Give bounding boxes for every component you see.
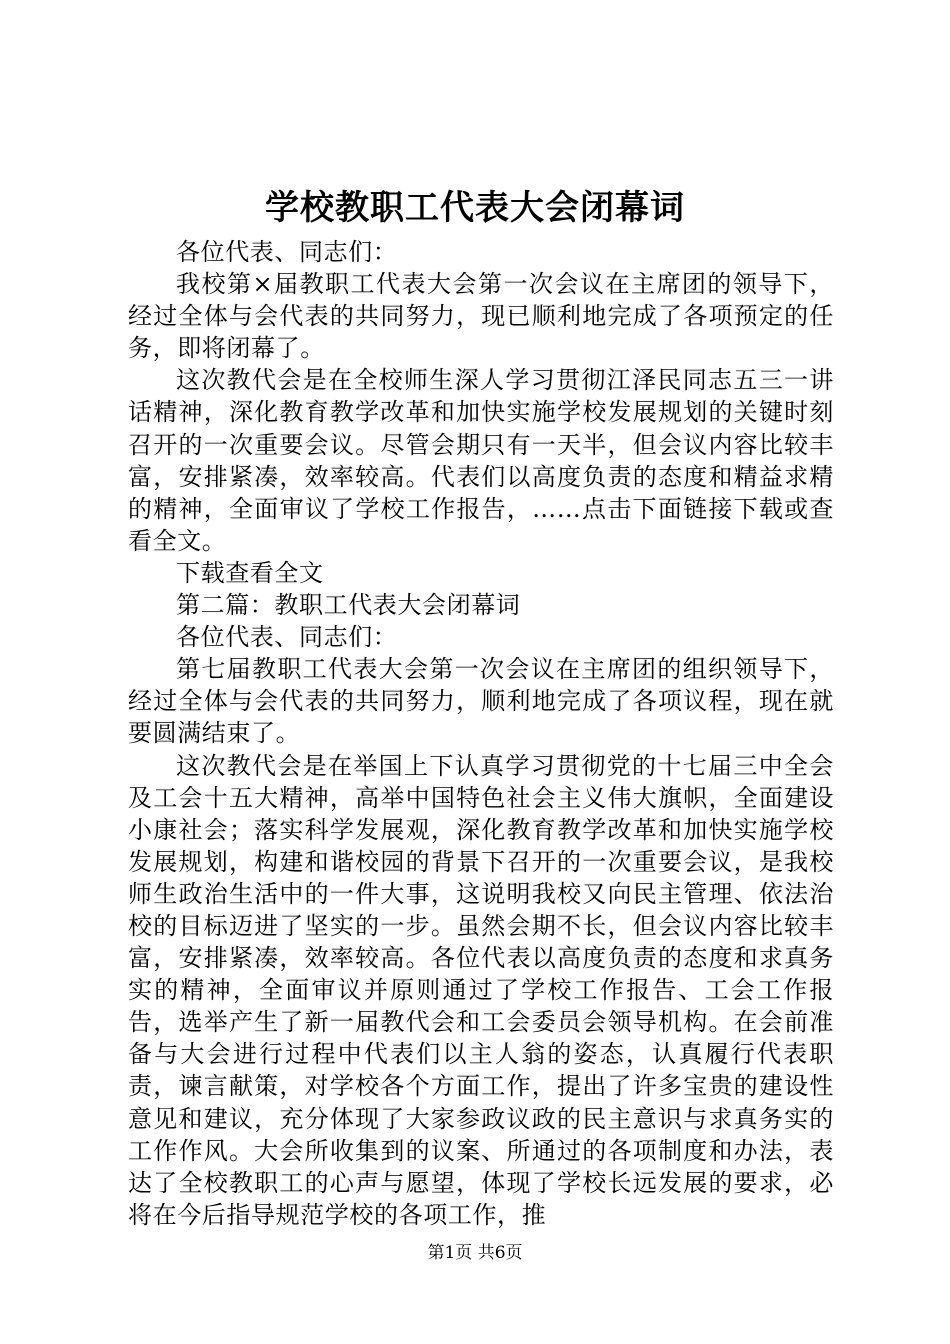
- section-heading-part-two: 第二篇：教职工代表大会闭幕词: [176, 591, 521, 620]
- paragraph-summary: 这次教代会是在全校师生深人学习贯彻江泽民同志五三一讲话精神，深化教育教学改革和加快实施学校发展规划的关键时刻召开的一次重要会议。尽管会期只有一天半，但会议内容比较丰富，安排紧凑，效率较高。代表们以高度负责的态度和精益求精的精神，全面审议了学校工作报告，……点击下面链接下载或查看全文。: [128, 366, 834, 555]
- document-body: [128, 236, 834, 1231]
- document-title: 学校教职工代表大会闭幕词: [265, 188, 685, 228]
- paragraph-opening: 我校第×届教职工代表大会第一次会议在主席团的领导下，经过全体与会代表的共同努力，现已顺利地完成了各项预定的任务，即将闭幕了。: [128, 270, 834, 363]
- download-full-text-link[interactable]: 下载查看全文: [176, 558, 324, 587]
- paragraph-greeting: 各位代表、同志们：: [176, 238, 398, 266]
- paragraph-opening-part-two: 第七届教职工代表大会第一次会议在主席团的组织领导下，经过全体与会代表的共同努力，顺利地完成了各项议程，现在就要圆满结束了。: [128, 655, 834, 748]
- paragraph-greeting-part-two: 各位代表、同志们：: [176, 623, 398, 652]
- page-number-footer: 第1页 共6页: [427, 1243, 523, 1263]
- paragraph-body-part-two: 这次教代会是在举国上下认真学习贯彻党的十七届三中全会及工会十五大精神，高举中国特色社会主义伟大旗帜，全面建设小康社会；落实科学发展观，深化教育教学改革和加快实施学校发展规划，构建和谐校园的背景下召开的一次重要会议，是我校师生政治生活中的一件大事，这说明我校又向民主管理、依法治校的目标迈进了坚实的一步。虽然会期不长，但会议内容比较丰富，安排紧凑，效率较高。各位代表以高度负责的态度和求真务实的精神，全面审议并原则通过了学校工作报告、工会工作报告，选举产生了新一届教代会和工会委员会领导机构。在会前准备与大会进行过程中代表们以主人翁的姿态，认真履行代表职责，谏言献策，对学校各个方面工作，提出了许多宝贵的建设性意见和建议，充分体现了大家参政议政的民主意识与求真务实的工作作风。大会所收集到的议案、所通过的各项制度和办法，表达了全校教职工的心声与愿望，体现了学校长远发展的要求，必将在今后指导规范学校的各项工作，推: [128, 751, 834, 1229]
